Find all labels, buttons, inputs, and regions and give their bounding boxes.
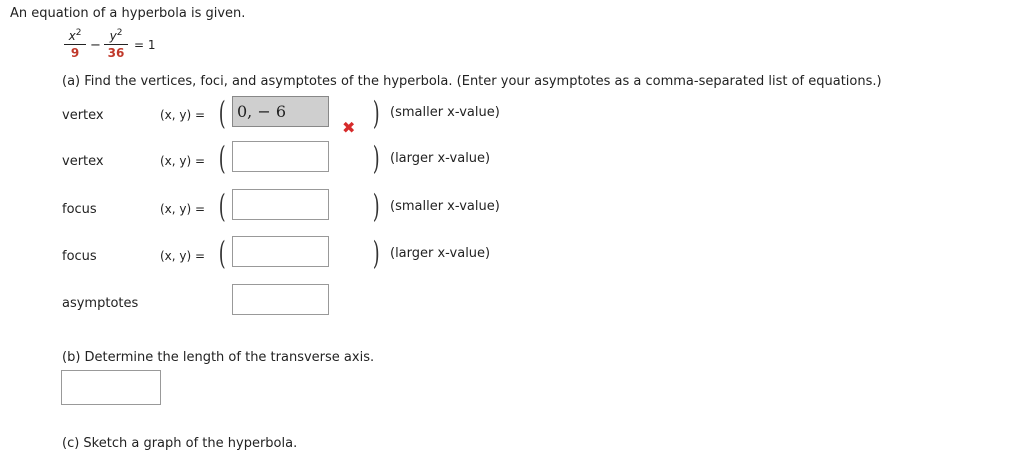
x-mark-icon: ✖: [342, 118, 356, 137]
part-b-instructions: (b) Determine the length of the transverse axis.: [62, 350, 375, 365]
minus-sign: −: [90, 38, 101, 53]
open-paren-4: (: [218, 234, 226, 272]
fraction-y: $y^2$ 36: [104, 28, 128, 60]
equals-one: = 1: [134, 38, 156, 52]
hint-4: (larger x-value): [390, 246, 491, 261]
intro-text: An equation of a hyperbola is given.: [10, 6, 246, 21]
part-c-instructions: (c) Sketch a graph of the hyperbola.: [62, 436, 298, 451]
part-a-instructions: (a) Find the vertices, foci, and asymptotes of the hyperbola. (Enter your asymptotes as a comma-separated list of equations.): [62, 74, 882, 89]
open-paren-2: (: [218, 139, 226, 177]
close-paren-3: ): [372, 187, 380, 225]
open-paren-1: (: [218, 94, 226, 132]
close-paren-1: ): [372, 94, 380, 132]
vertex-larger-input[interactable]: [232, 141, 329, 172]
vertex-label-1: vertex: [62, 108, 104, 123]
hint-1: (smaller x-value): [390, 105, 500, 120]
hint-3: (smaller x-value): [390, 199, 500, 214]
xy-label-4: (x, y) =: [160, 249, 206, 263]
focus-label-2: focus: [62, 249, 97, 264]
focus-larger-input[interactable]: [232, 236, 329, 267]
close-paren-2: ): [372, 139, 380, 177]
vertex-label-2: vertex: [62, 154, 104, 169]
xy-label-1: (x, y) =: [160, 108, 206, 122]
fraction-x: $x^2$ 9: [64, 28, 86, 60]
vertex-smaller-input[interactable]: 0, − 6: [232, 96, 329, 127]
asymptotes-label: asymptotes: [62, 296, 139, 311]
focus-label-1: focus: [62, 202, 97, 217]
focus-smaller-input[interactable]: [232, 189, 329, 220]
close-paren-4: ): [372, 234, 380, 272]
asymptotes-input[interactable]: [232, 284, 329, 315]
transverse-axis-input[interactable]: [61, 370, 161, 405]
open-paren-3: (: [218, 187, 226, 225]
xy-label-2: (x, y) =: [160, 154, 206, 168]
hint-2: (larger x-value): [390, 151, 491, 166]
xy-label-3: (x, y) =: [160, 202, 206, 216]
